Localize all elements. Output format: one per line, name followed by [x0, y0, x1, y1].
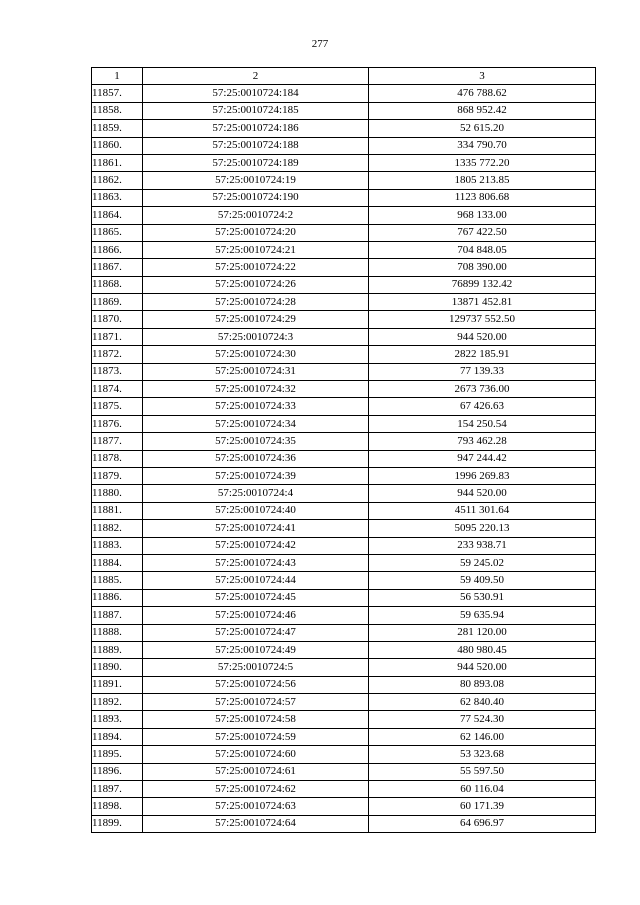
cadastral-number-cell: 57:25:0010724:35	[143, 433, 369, 450]
table-row	[92, 694, 596, 711]
cadastral-value-cell: 80 893.08	[369, 676, 596, 693]
row-number-cell: 11861.	[92, 154, 143, 171]
page-number: 277	[311, 38, 329, 50]
cadastral-value-cell: 60 171.39	[369, 798, 596, 815]
table-row	[92, 398, 596, 415]
table-row	[92, 659, 596, 676]
cadastral-number-cell: 57:25:0010724:184	[143, 85, 369, 102]
cadastral-value-cell: 1335 772.20	[369, 154, 596, 171]
cadastral-number-cell: 57:25:0010724:20	[143, 224, 369, 241]
cadastral-number-cell: 57:25:0010724:32	[143, 381, 369, 398]
table-row	[92, 554, 596, 571]
row-number-cell: 11890.	[92, 659, 143, 676]
cadastral-value-cell: 476 788.62	[369, 85, 596, 102]
row-number-cell: 11871.	[92, 328, 143, 345]
row-number-cell: 11858.	[92, 102, 143, 119]
table-row	[92, 728, 596, 745]
table-row	[92, 502, 596, 519]
row-number-cell: 11888.	[92, 624, 143, 641]
cadastral-number-cell: 57:25:0010724:189	[143, 154, 369, 171]
table-row	[92, 207, 596, 224]
row-number-cell: 11887.	[92, 607, 143, 624]
cadastral-number-cell: 57:25:0010724:59	[143, 728, 369, 745]
row-number-cell: 11877.	[92, 433, 143, 450]
cadastral-value-cell: 64 696.97	[369, 815, 596, 832]
row-number-cell: 11873.	[92, 363, 143, 380]
table-row	[92, 172, 596, 189]
table-row	[92, 415, 596, 432]
cadastral-number-cell: 57:25:0010724:30	[143, 346, 369, 363]
row-number-cell: 11860.	[92, 137, 143, 154]
cadastral-number-cell: 57:25:0010724:62	[143, 781, 369, 798]
cadastral-number-cell: 57:25:0010724:188	[143, 137, 369, 154]
row-number-cell: 11898.	[92, 798, 143, 815]
cadastral-number-cell: 57:25:0010724:47	[143, 624, 369, 641]
table-row	[92, 189, 596, 206]
cadastral-number-cell: 57:25:0010724:19	[143, 172, 369, 189]
table-row	[92, 311, 596, 328]
cadastral-value-cell: 62 146.00	[369, 728, 596, 745]
cadastral-number-cell: 57:25:0010724:56	[143, 676, 369, 693]
data-table	[91, 67, 596, 833]
row-number-cell: 11865.	[92, 224, 143, 241]
cadastral-number-cell: 57:25:0010724:36	[143, 450, 369, 467]
cadastral-value-cell: 868 952.42	[369, 102, 596, 119]
row-number-cell: 11879.	[92, 467, 143, 484]
row-number-cell: 11876.	[92, 415, 143, 432]
cadastral-value-cell: 59 245.02	[369, 554, 596, 571]
row-number-cell: 11869.	[92, 294, 143, 311]
cadastral-number-cell: 57:25:0010724:63	[143, 798, 369, 815]
row-number-cell: 11897.	[92, 781, 143, 798]
table-row	[92, 346, 596, 363]
table-row	[92, 537, 596, 554]
table-row	[92, 485, 596, 502]
cadastral-value-cell: 59 635.94	[369, 607, 596, 624]
cadastral-value-cell: 793 462.28	[369, 433, 596, 450]
column-header-1: 1	[92, 68, 143, 85]
row-number-cell: 11886.	[92, 589, 143, 606]
cadastral-number-cell: 57:25:0010724:26	[143, 276, 369, 293]
row-number-cell: 11867.	[92, 259, 143, 276]
cadastral-number-cell: 57:25:0010724:49	[143, 641, 369, 658]
cadastral-value-cell: 1123 806.68	[369, 189, 596, 206]
table-row	[92, 381, 596, 398]
table-row	[92, 450, 596, 467]
cadastral-number-cell: 57:25:0010724:40	[143, 502, 369, 519]
cadastral-number-cell: 57:25:0010724:39	[143, 467, 369, 484]
table-row	[92, 363, 596, 380]
cadastral-value-cell: 53 323.68	[369, 746, 596, 763]
cadastral-number-cell: 57:25:0010724:41	[143, 520, 369, 537]
table-row	[92, 781, 596, 798]
cadastral-number-cell: 57:25:0010724:42	[143, 537, 369, 554]
cadastral-number-cell: 57:25:0010724:61	[143, 763, 369, 780]
cadastral-value-cell: 129737 552.50	[369, 311, 596, 328]
cadastral-number-cell: 57:25:0010724:186	[143, 120, 369, 137]
cadastral-value-cell: 52 615.20	[369, 120, 596, 137]
row-number-cell: 11868.	[92, 276, 143, 293]
cadastral-value-cell: 767 422.50	[369, 224, 596, 241]
table-row	[92, 815, 596, 832]
row-number-cell: 11870.	[92, 311, 143, 328]
cadastral-value-cell: 77 139.33	[369, 363, 596, 380]
cadastral-number-cell: 57:25:0010724:21	[143, 241, 369, 258]
table-row	[92, 589, 596, 606]
table-row	[92, 676, 596, 693]
cadastral-value-cell: 2822 185.91	[369, 346, 596, 363]
table-row	[92, 433, 596, 450]
row-number-cell: 11895.	[92, 746, 143, 763]
table-row	[92, 259, 596, 276]
table-row	[92, 624, 596, 641]
cadastral-number-cell: 57:25:0010724:3	[143, 328, 369, 345]
table-row	[92, 224, 596, 241]
row-number-cell: 11899.	[92, 815, 143, 832]
row-number-cell: 11859.	[92, 120, 143, 137]
row-number-cell: 11878.	[92, 450, 143, 467]
cadastral-number-cell: 57:25:0010724:44	[143, 572, 369, 589]
row-number-cell: 11892.	[92, 694, 143, 711]
table-row	[92, 607, 596, 624]
cadastral-number-cell: 57:25:0010724:4	[143, 485, 369, 502]
cadastral-value-cell: 968 133.00	[369, 207, 596, 224]
table-row	[92, 137, 596, 154]
table-row	[92, 102, 596, 119]
table-body	[92, 85, 596, 833]
cadastral-number-cell: 57:25:0010724:190	[143, 189, 369, 206]
cadastral-value-cell: 60 116.04	[369, 781, 596, 798]
cadastral-number-cell: 57:25:0010724:5	[143, 659, 369, 676]
row-number-cell: 11896.	[92, 763, 143, 780]
cadastral-number-cell: 57:25:0010724:2	[143, 207, 369, 224]
table-row	[92, 572, 596, 589]
cadastral-value-cell: 947 244.42	[369, 450, 596, 467]
row-number-cell: 11882.	[92, 520, 143, 537]
cadastral-number-cell: 57:25:0010724:28	[143, 294, 369, 311]
cadastral-number-cell: 57:25:0010724:60	[143, 746, 369, 763]
table-row	[92, 467, 596, 484]
cadastral-number-cell: 57:25:0010724:45	[143, 589, 369, 606]
table-row	[92, 798, 596, 815]
cadastral-number-cell: 57:25:0010724:64	[143, 815, 369, 832]
row-number-cell: 11866.	[92, 241, 143, 258]
cadastral-number-cell: 57:25:0010724:57	[143, 694, 369, 711]
cadastral-value-cell: 76899 132.42	[369, 276, 596, 293]
cadastral-number-cell: 57:25:0010724:46	[143, 607, 369, 624]
cadastral-value-cell: 480 980.45	[369, 641, 596, 658]
column-header-2: 2	[143, 68, 369, 85]
table-row	[92, 294, 596, 311]
table-row	[92, 641, 596, 658]
cadastral-value-cell: 334 790.70	[369, 137, 596, 154]
cadastral-number-cell: 57:25:0010724:31	[143, 363, 369, 380]
row-number-cell: 11893.	[92, 711, 143, 728]
row-number-cell: 11889.	[92, 641, 143, 658]
cadastral-value-cell: 708 390.00	[369, 259, 596, 276]
cadastral-number-cell: 57:25:0010724:33	[143, 398, 369, 415]
cadastral-value-cell: 944 520.00	[369, 659, 596, 676]
row-number-cell: 11884.	[92, 554, 143, 571]
cadastral-value-cell: 1996 269.83	[369, 467, 596, 484]
table-row	[92, 85, 596, 102]
column-header-3: 3	[369, 68, 596, 85]
table-row	[92, 328, 596, 345]
row-number-cell: 11857.	[92, 85, 143, 102]
cadastral-value-cell: 944 520.00	[369, 485, 596, 502]
cadastral-number-cell: 57:25:0010724:22	[143, 259, 369, 276]
cadastral-value-cell: 62 840.40	[369, 694, 596, 711]
row-number-cell: 11883.	[92, 537, 143, 554]
row-number-cell: 11881.	[92, 502, 143, 519]
cadastral-value-cell: 4511 301.64	[369, 502, 596, 519]
table-row	[92, 154, 596, 171]
row-number-cell: 11875.	[92, 398, 143, 415]
table-row	[92, 763, 596, 780]
row-number-cell: 11894.	[92, 728, 143, 745]
cadastral-value-cell: 56 530.91	[369, 589, 596, 606]
cadastral-value-cell: 281 120.00	[369, 624, 596, 641]
cadastral-value-cell: 233 938.71	[369, 537, 596, 554]
row-number-cell: 11891.	[92, 676, 143, 693]
cadastral-value-cell: 59 409.50	[369, 572, 596, 589]
table-row	[92, 746, 596, 763]
table-row	[92, 711, 596, 728]
cadastral-value-cell: 704 848.05	[369, 241, 596, 258]
cadastral-number-cell: 57:25:0010724:34	[143, 415, 369, 432]
cadastral-value-cell: 13871 452.81	[369, 294, 596, 311]
row-number-cell: 11880.	[92, 485, 143, 502]
cadastral-value-cell: 5095 220.13	[369, 520, 596, 537]
row-number-cell: 11863.	[92, 189, 143, 206]
cadastral-value-cell: 55 597.50	[369, 763, 596, 780]
cadastral-value-cell: 67 426.63	[369, 398, 596, 415]
cadastral-value-cell: 77 524.30	[369, 711, 596, 728]
row-number-cell: 11864.	[92, 207, 143, 224]
cadastral-number-cell: 57:25:0010724:29	[143, 311, 369, 328]
row-number-cell: 11872.	[92, 346, 143, 363]
cadastral-value-cell: 944 520.00	[369, 328, 596, 345]
cadastral-value-cell: 1805 213.85	[369, 172, 596, 189]
row-number-cell: 11862.	[92, 172, 143, 189]
cadastral-number-cell: 57:25:0010724:43	[143, 554, 369, 571]
row-number-cell: 11874.	[92, 381, 143, 398]
table-row	[92, 520, 596, 537]
row-number-cell: 11885.	[92, 572, 143, 589]
cadastral-value-cell: 154 250.54	[369, 415, 596, 432]
cadastral-number-cell: 57:25:0010724:58	[143, 711, 369, 728]
header-row	[92, 68, 596, 85]
table-row	[92, 241, 596, 258]
table-row	[92, 276, 596, 293]
cadastral-value-cell: 2673 736.00	[369, 381, 596, 398]
cadastral-number-cell: 57:25:0010724:185	[143, 102, 369, 119]
table-row	[92, 120, 596, 137]
